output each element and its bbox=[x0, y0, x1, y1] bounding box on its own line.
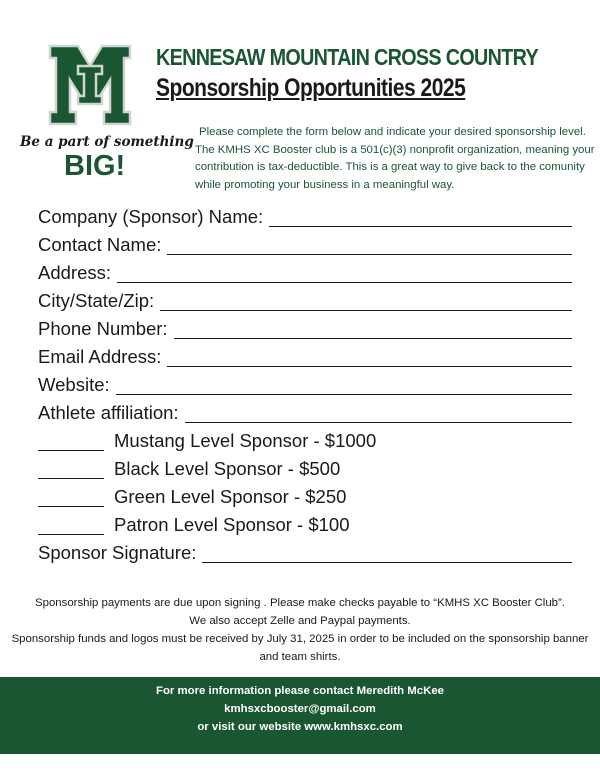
form-field-company bbox=[38, 206, 578, 234]
athlete-affiliation-field[interactable] bbox=[185, 406, 572, 423]
field-label: Contact Name: bbox=[38, 234, 162, 255]
contact-footer bbox=[0, 677, 600, 754]
sponsor-level-mustang bbox=[38, 430, 578, 458]
form-field-athlete bbox=[38, 402, 578, 430]
intro-paragraph: Please complete the form below and indicate your desired sponsorship level. The KMHS XC Booster club is a 501(c)(3) nonprofit organization, meaning your contribution is tax-deductible. This is a great way to give back to the comunity while promoting your business in a meaningful way. bbox=[195, 126, 595, 191]
level-label: Mustang Level Sponsor - $1000 bbox=[114, 430, 377, 451]
level-check-blank[interactable] bbox=[38, 518, 104, 535]
page-subtitle: Sponsorship Opportunities 2025 bbox=[156, 74, 466, 102]
field-label: Email Address: bbox=[38, 346, 162, 367]
tagline-big: BIG! bbox=[64, 150, 126, 182]
level-check-blank[interactable] bbox=[38, 434, 104, 451]
email-field[interactable] bbox=[167, 350, 572, 367]
km-monogram-logo bbox=[48, 44, 132, 126]
sponsor-form bbox=[38, 206, 578, 570]
field-label: Athlete affiliation: bbox=[38, 402, 179, 423]
level-label: Patron Level Sponsor - $100 bbox=[114, 514, 350, 535]
tagline: Be a part of something bbox=[20, 134, 194, 150]
sponsor-level-black bbox=[38, 458, 578, 486]
form-field-website bbox=[38, 374, 578, 402]
field-label: Address: bbox=[38, 262, 112, 283]
website-field[interactable] bbox=[116, 378, 572, 395]
field-label: City/State/Zip: bbox=[38, 290, 155, 311]
level-label: Black Level Sponsor - $500 bbox=[114, 458, 341, 479]
form-field-signature bbox=[38, 542, 578, 570]
address-field[interactable] bbox=[117, 266, 572, 283]
city-state-zip-field[interactable] bbox=[160, 294, 572, 311]
field-label: Company (Sponsor) Name: bbox=[38, 206, 264, 227]
level-check-blank[interactable] bbox=[38, 462, 104, 479]
field-label: Website: bbox=[38, 374, 110, 395]
phone-field[interactable] bbox=[174, 322, 572, 339]
form-field-phone bbox=[38, 318, 578, 346]
page-title: KENNESAW MOUNTAIN CROSS COUNTRY bbox=[156, 44, 538, 70]
form-field-email bbox=[38, 346, 578, 374]
field-label: Sponsor Signature: bbox=[38, 542, 197, 563]
notes-line: Sponsorship payments are due upon signing . Please make checks payable to “KMHS XC Booster Club”. bbox=[35, 597, 565, 609]
sponsor-level-green bbox=[38, 486, 578, 514]
sponsor-level-patron bbox=[38, 514, 578, 542]
form-field-address bbox=[38, 262, 578, 290]
signature-field[interactable] bbox=[202, 546, 572, 563]
form-field-contact bbox=[38, 234, 578, 262]
footer-contact-line: For more information please contact Meredith McKee bbox=[156, 685, 444, 697]
form-field-city bbox=[38, 290, 578, 318]
contact-name-field[interactable] bbox=[167, 238, 572, 255]
footer-website[interactable]: or visit our website www.kmhsxc.com bbox=[197, 721, 403, 733]
payment-notes bbox=[10, 594, 590, 666]
notes-line: Sponsorship funds and logos must be received by July 31, 2025 in order to be included on the sponsorship banner and team shirts. bbox=[11, 633, 589, 663]
level-check-blank[interactable] bbox=[38, 490, 104, 507]
field-label: Phone Number: bbox=[38, 318, 168, 339]
level-label: Green Level Sponsor - $250 bbox=[114, 486, 347, 507]
footer-email[interactable]: kmhsxcbooster@gmail.com bbox=[224, 703, 376, 715]
notes-line: We also accept Zelle and Paypal payments. bbox=[189, 615, 411, 627]
company-name-field[interactable] bbox=[269, 210, 572, 227]
